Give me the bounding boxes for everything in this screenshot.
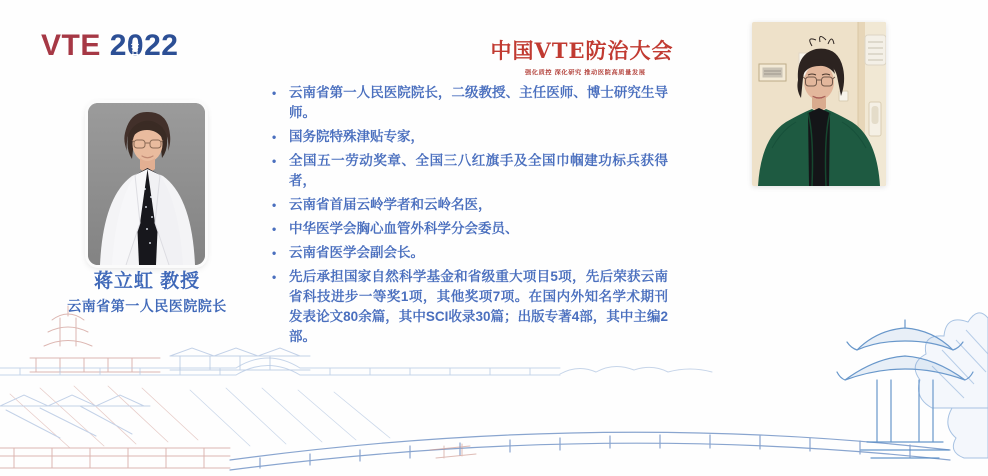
vte-2022-logo xyxy=(41,29,178,63)
conference-subtitle: 强化质控 深化研究 推动医院高质量发展 xyxy=(524,69,646,77)
speaker-bio-list xyxy=(268,83,668,351)
wall-intercom xyxy=(869,102,881,136)
bio-item: • 中华医学会胸心血管外科学分会委员、 xyxy=(268,219,668,239)
bio-item: • 全国五一劳动奖章、全国三八红旗手及全国巾帼建功标兵获得者， xyxy=(268,151,668,191)
vte-logo-text: VTE xyxy=(41,29,101,62)
wall-picture-frame xyxy=(759,64,786,81)
bio-item: • 云南省医学会副会长。 xyxy=(268,243,668,263)
bridge-sketch xyxy=(0,358,950,470)
speaker-photo xyxy=(88,103,205,265)
speaker-caption xyxy=(18,266,276,316)
pagoda-tower-icon xyxy=(131,40,140,55)
pavilion-sketch xyxy=(837,320,973,458)
webcam-video-feed[interactable] xyxy=(752,22,886,186)
speaker-name: 蒋立虹 教授 xyxy=(93,271,201,292)
bio-item: • 先后承担国家自然科学基金和省级重大项目5项，先后荣获云南省科技进步一等奖1项，其他奖项7项。在国内外知名学术期刊发表论文80余篇，其中SCI收录30篇；出版专著4部，其中主编2部。 xyxy=(268,267,668,347)
speaker-title: 云南省第一人民医院院长 xyxy=(67,298,227,314)
bio-item: • 云南省第一人民医院院长，二级教授、主任医师、博士研究生导师。 xyxy=(268,83,668,123)
trees-sketch xyxy=(915,313,988,458)
bio-item: • 云南省首届云岭学者和云岭名医， xyxy=(268,195,668,215)
webcam-scene xyxy=(752,22,886,186)
conference-title: 中国VTE防治大会 xyxy=(490,38,674,63)
vte-logo-year: 20 22 xyxy=(109,29,179,62)
bio-item: • 国务院特殊津贴专家， xyxy=(268,127,668,147)
speaker-portrait-illustration xyxy=(88,103,205,265)
conference-logo xyxy=(490,35,674,82)
air-vent xyxy=(865,35,886,65)
